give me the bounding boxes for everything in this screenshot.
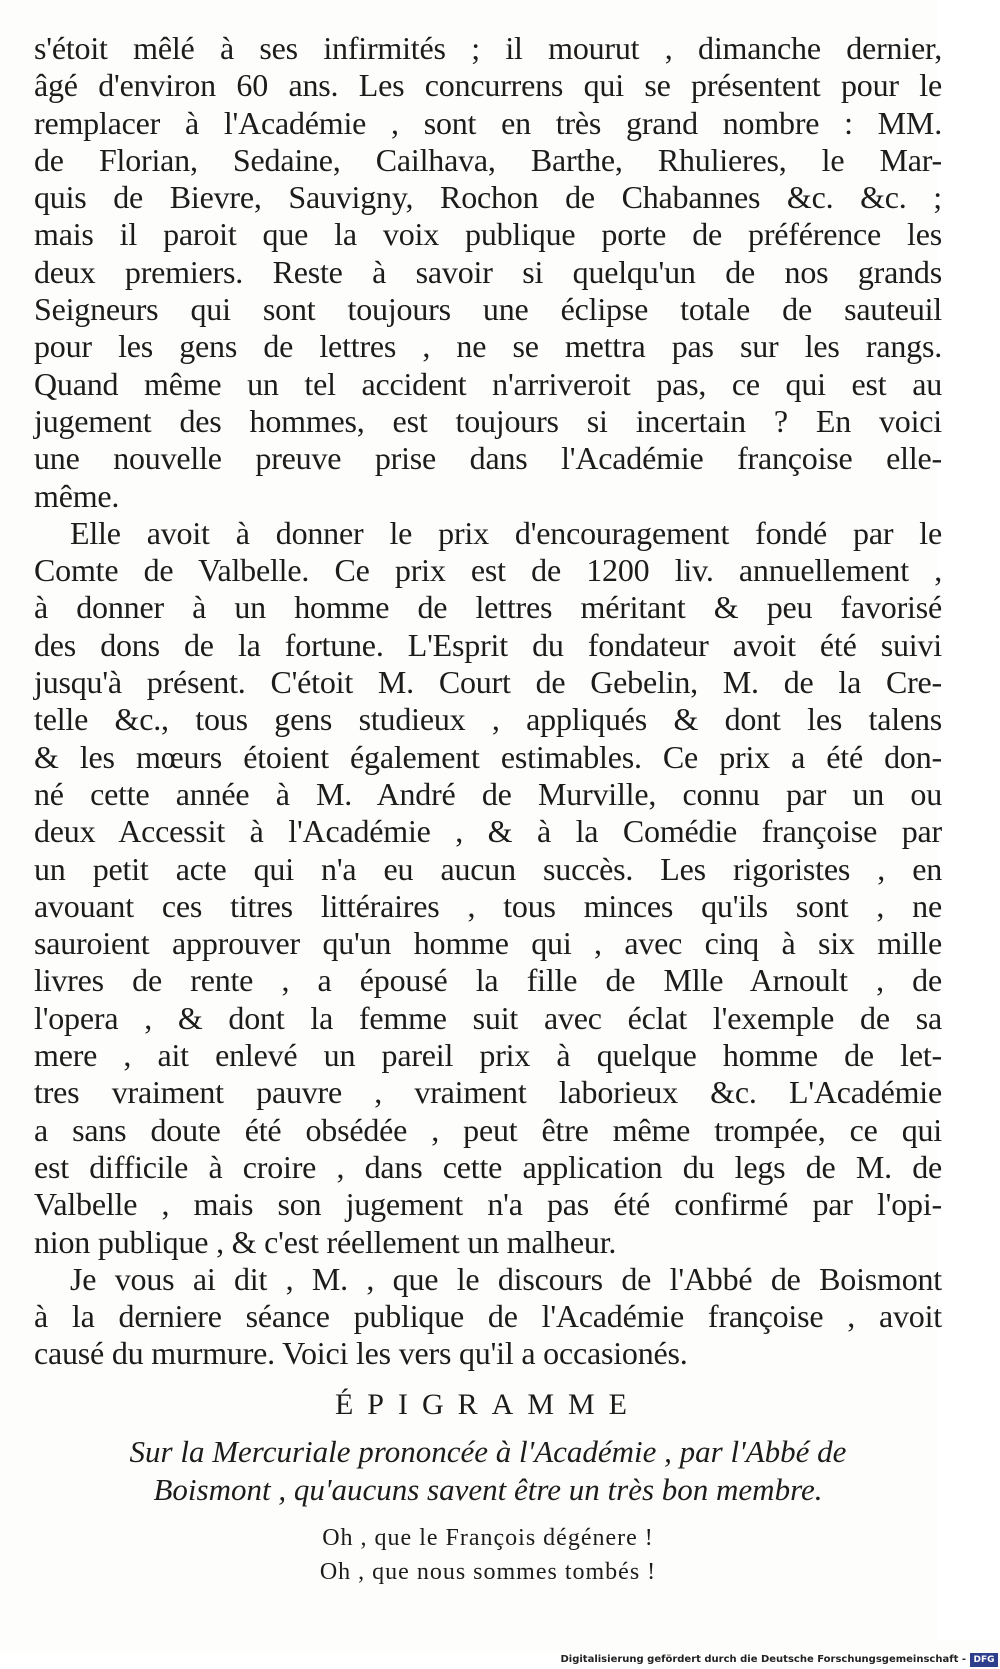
text-line: deux premiers. Reste à savoir si quelqu'un de nos grands	[34, 253, 942, 290]
text-line: né cette année à M. André de Murville, connu par un ou	[34, 775, 942, 812]
text-line: sauroient approuver qu'un homme qui , avec cinq à six mille	[34, 925, 942, 962]
scan-margin	[938, 0, 1000, 1640]
epigram-heading: ÉPIGRAMME	[334, 1387, 641, 1421]
subtitle-text: Boismont , qu'aucuns savent être un très bon membre.	[153, 1471, 823, 1507]
text-line: telle &c., tous gens studieux , appliqués & dont les talens	[34, 701, 942, 738]
text-line: à la derniere séance publique de l'Académie françoise , avoit	[34, 1298, 942, 1335]
text-line: à donner à un homme de lettres méritant & peu favorisé	[34, 589, 942, 626]
text-line: Seigneurs qui sont toujours une éclipse totale de sauteuil	[34, 291, 942, 328]
funding-credit: Digitalisierung gefördert durch die Deutsche Forschungsgemeinschaft -	[560, 1654, 966, 1665]
text-line: mais il paroit que la voix publique porte de préférence les	[34, 216, 942, 253]
paragraph-3	[34, 1261, 942, 1373]
text-line: avouant ces titres littéraires , tous minces qu'ils sont , ne	[34, 887, 942, 924]
text-line: livres de rente , a épousé la fille de Mlle Arnoult , de	[34, 962, 942, 999]
dfg-logo-icon: DFG	[970, 1653, 998, 1667]
text-line: de Florian, Sedaine, Cailhava, Barthe, Rhulieres, le Mar-	[34, 141, 942, 178]
epigram-verses	[34, 1521, 942, 1589]
text-line: l'opera , & dont la femme suit avec éclat l'exemple de sa	[34, 999, 942, 1036]
text-line: deux Accessit à l'Académie , & à la Comédie françoise par	[34, 813, 942, 850]
subtitle-text: Sur la Mercuriale prononcée à l'Académie , par l'Abbé de	[129, 1433, 847, 1469]
digitization-footer	[0, 1652, 1000, 1669]
text-line: un petit acte qui n'a eu aucun succès. Les rigoristes , en	[34, 850, 942, 887]
text-line: Comte de Valbelle. Ce prix est de 1200 liv. annuellement ,	[34, 552, 942, 589]
text-line: & les mœurs étoient également estimables. Ce prix a été don-	[34, 738, 942, 775]
text-line: jugement des hommes, est toujours si incertain ? En voici	[34, 402, 942, 439]
text-line: mere , ait enlevé un pareil prix à quelque homme de let-	[34, 1037, 942, 1074]
text-line: tres vraiment pauvre , vraiment laborieux &c. L'Académie	[34, 1074, 942, 1111]
text-line: nion publique , & c'est réellement un malheur.	[34, 1223, 617, 1260]
text-line: remplacer à l'Académie , sont en très grand nombre : MM.	[34, 104, 942, 141]
text-line: Quand même un tel accident n'arriveroit pas, ce qui est au	[34, 365, 942, 402]
text-line: jusqu'à présent. C'étoit M. Court de Gebelin, M. de la Cre-	[34, 664, 942, 701]
text-line: des dons de la fortune. L'Esprit du fondateur avoit été suivi	[34, 626, 942, 663]
text-line: une nouvelle preuve prise dans l'Académie françoise elle-	[34, 440, 942, 477]
epigram-subtitle	[34, 1433, 942, 1509]
text-line: âgé d'environ 60 ans. Les concurrens qui se présentent pour le	[34, 67, 942, 104]
text-line: est difficile à croire , dans cette application du legs de M. de	[34, 1148, 942, 1185]
subtitle-line	[34, 1471, 942, 1509]
text-column	[34, 30, 942, 1589]
text-line: pour les gens de lettres , ne se mettra pas sur les rangs.	[34, 328, 942, 365]
subtitle-line	[34, 1433, 942, 1471]
paragraph-1	[34, 30, 942, 515]
text-line: même.	[34, 477, 120, 514]
paragraph-2	[34, 515, 942, 1261]
text-line: s'étoit mêlé à ses infirmités ; il mourut , dimanche dernier,	[34, 30, 942, 66]
text-line: Je vous ai dit , M. , que le discours de l'Abbé de Boismont	[70, 1260, 942, 1297]
text-line: causé du murmure. Voici les vers qu'il a occasionés.	[34, 1335, 688, 1372]
text-line: quis de Bievre, Sauvigny, Rochon de Chabannes &c. &c. ;	[34, 179, 942, 216]
text-line: Elle avoit à donner le prix d'encouragement fondé par le	[70, 514, 942, 551]
text-line: a sans doute été obsédée , peut être même trompée, ce qui	[34, 1111, 942, 1148]
verse-line: Oh , que nous sommes tombés !	[319, 1558, 657, 1585]
verse-line: Oh , que le François dégénere !	[322, 1524, 654, 1551]
text-line: Valbelle , mais son jugement n'a pas été confirmé par l'opi-	[34, 1186, 942, 1223]
